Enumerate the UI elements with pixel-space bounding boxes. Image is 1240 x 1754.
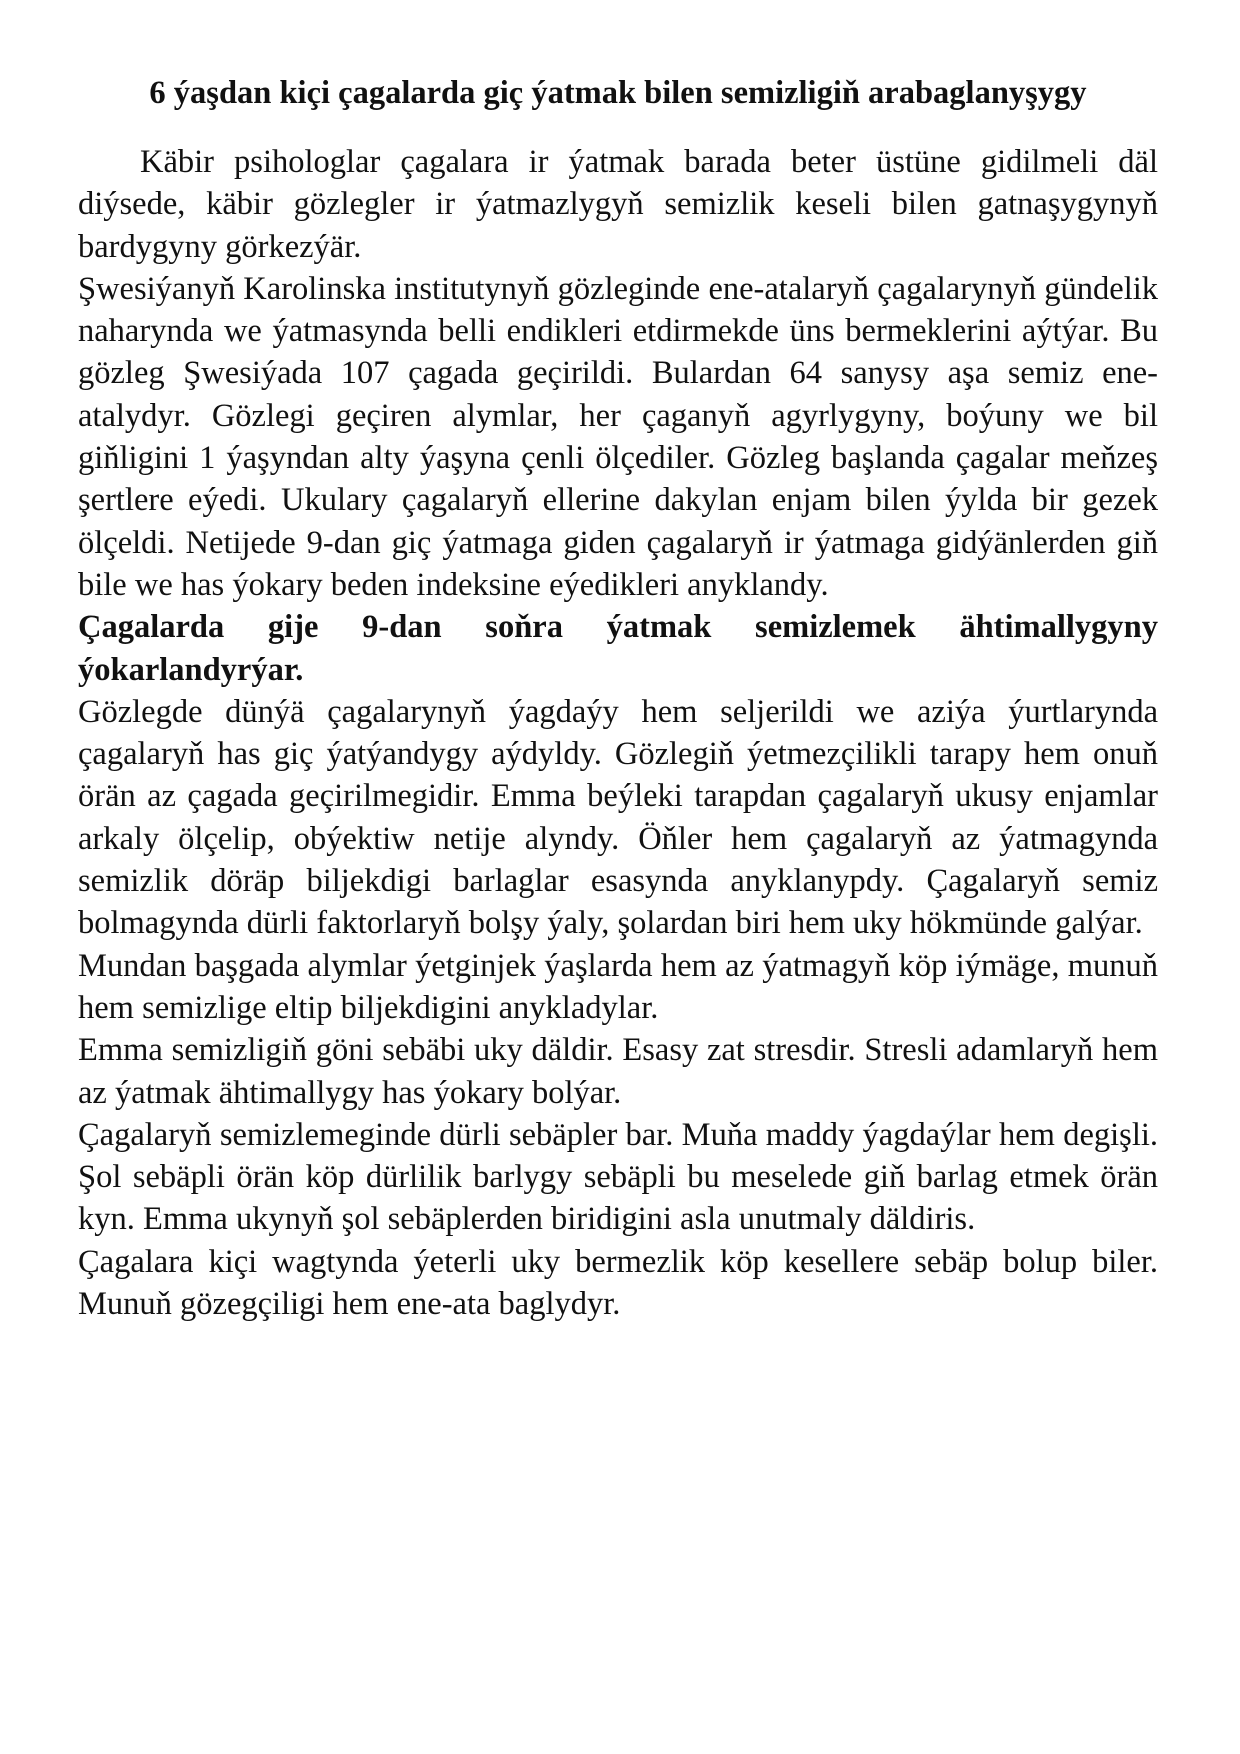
document-title: 6 ýaşdan kiçi çagalarda giç ýatmak bilen semizligiň arabaglanyşygy xyxy=(149,75,1087,111)
paragraph-world-situation: Gözlegde dünýä çagalarynyň ýagdaýy hem seljerildi we aziýa ýurtlarynda çagalaryň has giç ýatýandygy aýdyldy. Gözlegiň ýetmezçilikli tarapy hem onuň örän az çagada geçirilmegidir. Emma beýleki tarapdan çagalaryň ukusy enjamlar arkaly ölçelip, obýektiw netije alyndy. Öňler hem çagalaryň az ýatmagynda semizlik döräp biljekdigi barlaglar esasynda anyklanypdy. Çagalaryň semiz bolmagynda dürli faktorlaryň bolşy ýaly, şolardan biri hem uky hökmünde galýar. xyxy=(78,693,1158,942)
document-page xyxy=(78,72,1158,1325)
paragraph-causes: Çagalaryň semizlemeginde dürli sebäpler bar. Muňa maddy ýagdaýlar hem degişli. Şol sebäpli örän köp dürlilik barlygy sebäpli bu meselede giň barlag etmek örän kyn. Emma ukynyň şol sebäplerden biridigini asla unutmaly däldiris. xyxy=(78,1116,1158,1238)
paragraph-teenagers: Mundan başgada alymlar ýetginjek ýaşlarda hem az ýatmagyň köp iýmäge, munuň hem semizlige eltip biljekdigini anykladylar. xyxy=(78,947,1158,1026)
paragraph-intro: Käbir psihologlar çagalara ir ýatmak barada beter üstüne gidilmeli däl diýsede, käbir gözlegler ir ýatmazlygyň semizlik keseli bilen gatnaşygynyň bardygyny görkezýär. xyxy=(78,144,1158,265)
paragraph-karolinska-study: Şwesiýanyň Karolinska institutynyň gözleginde ene-atalaryň çagalarynyň gündelik naharynda we ýatmasynda belli endikleri etdirmekde üns bermeklerini aýtýar. Bu gözleg Şwesiýada 107 çagada geçirildi. Bulardan 64 sanysy aşa semiz ene-atalydyr. Gözlegi geçiren alymlar, her çaganyň agyrlygyny, boýuny we bil giňligini 1 ýaşyndan alty ýaşyna çenli ölçediler. Gözleg başlanda çagalar meňzeş şertlere eýedi. Ukulary çagalaryň ellerine dakylan enjam bilen ýylda bir gezek ölçeldi. Netijede 9-dan giç ýatmaga giden çagalaryň ir ýatmaga gidýänlerden giň bile we has ýokary beden indeksine eýedikleri anyklandy. xyxy=(78,270,1158,603)
paragraph-stress: Emma semizligiň göni sebäbi uky däldir. Esasy zat stresdir. Stresli adamlaryň hem az ýatmak ähtimallygy has ýokary bolýar. xyxy=(78,1032,1158,1111)
paragraph-conclusion: Çagalara kiçi wagtynda ýeterli uky bermezlik köp kesellere sebäp bolup biler. Munuň gözegçiligi hem ene-ata baglydyr. xyxy=(78,1243,1158,1323)
paragraph-bold-highlight: Çagalarda gije 9-dan soňra ýatmak semizlemek ähtimallygyny ýokarlandyrýar. xyxy=(78,609,1158,688)
